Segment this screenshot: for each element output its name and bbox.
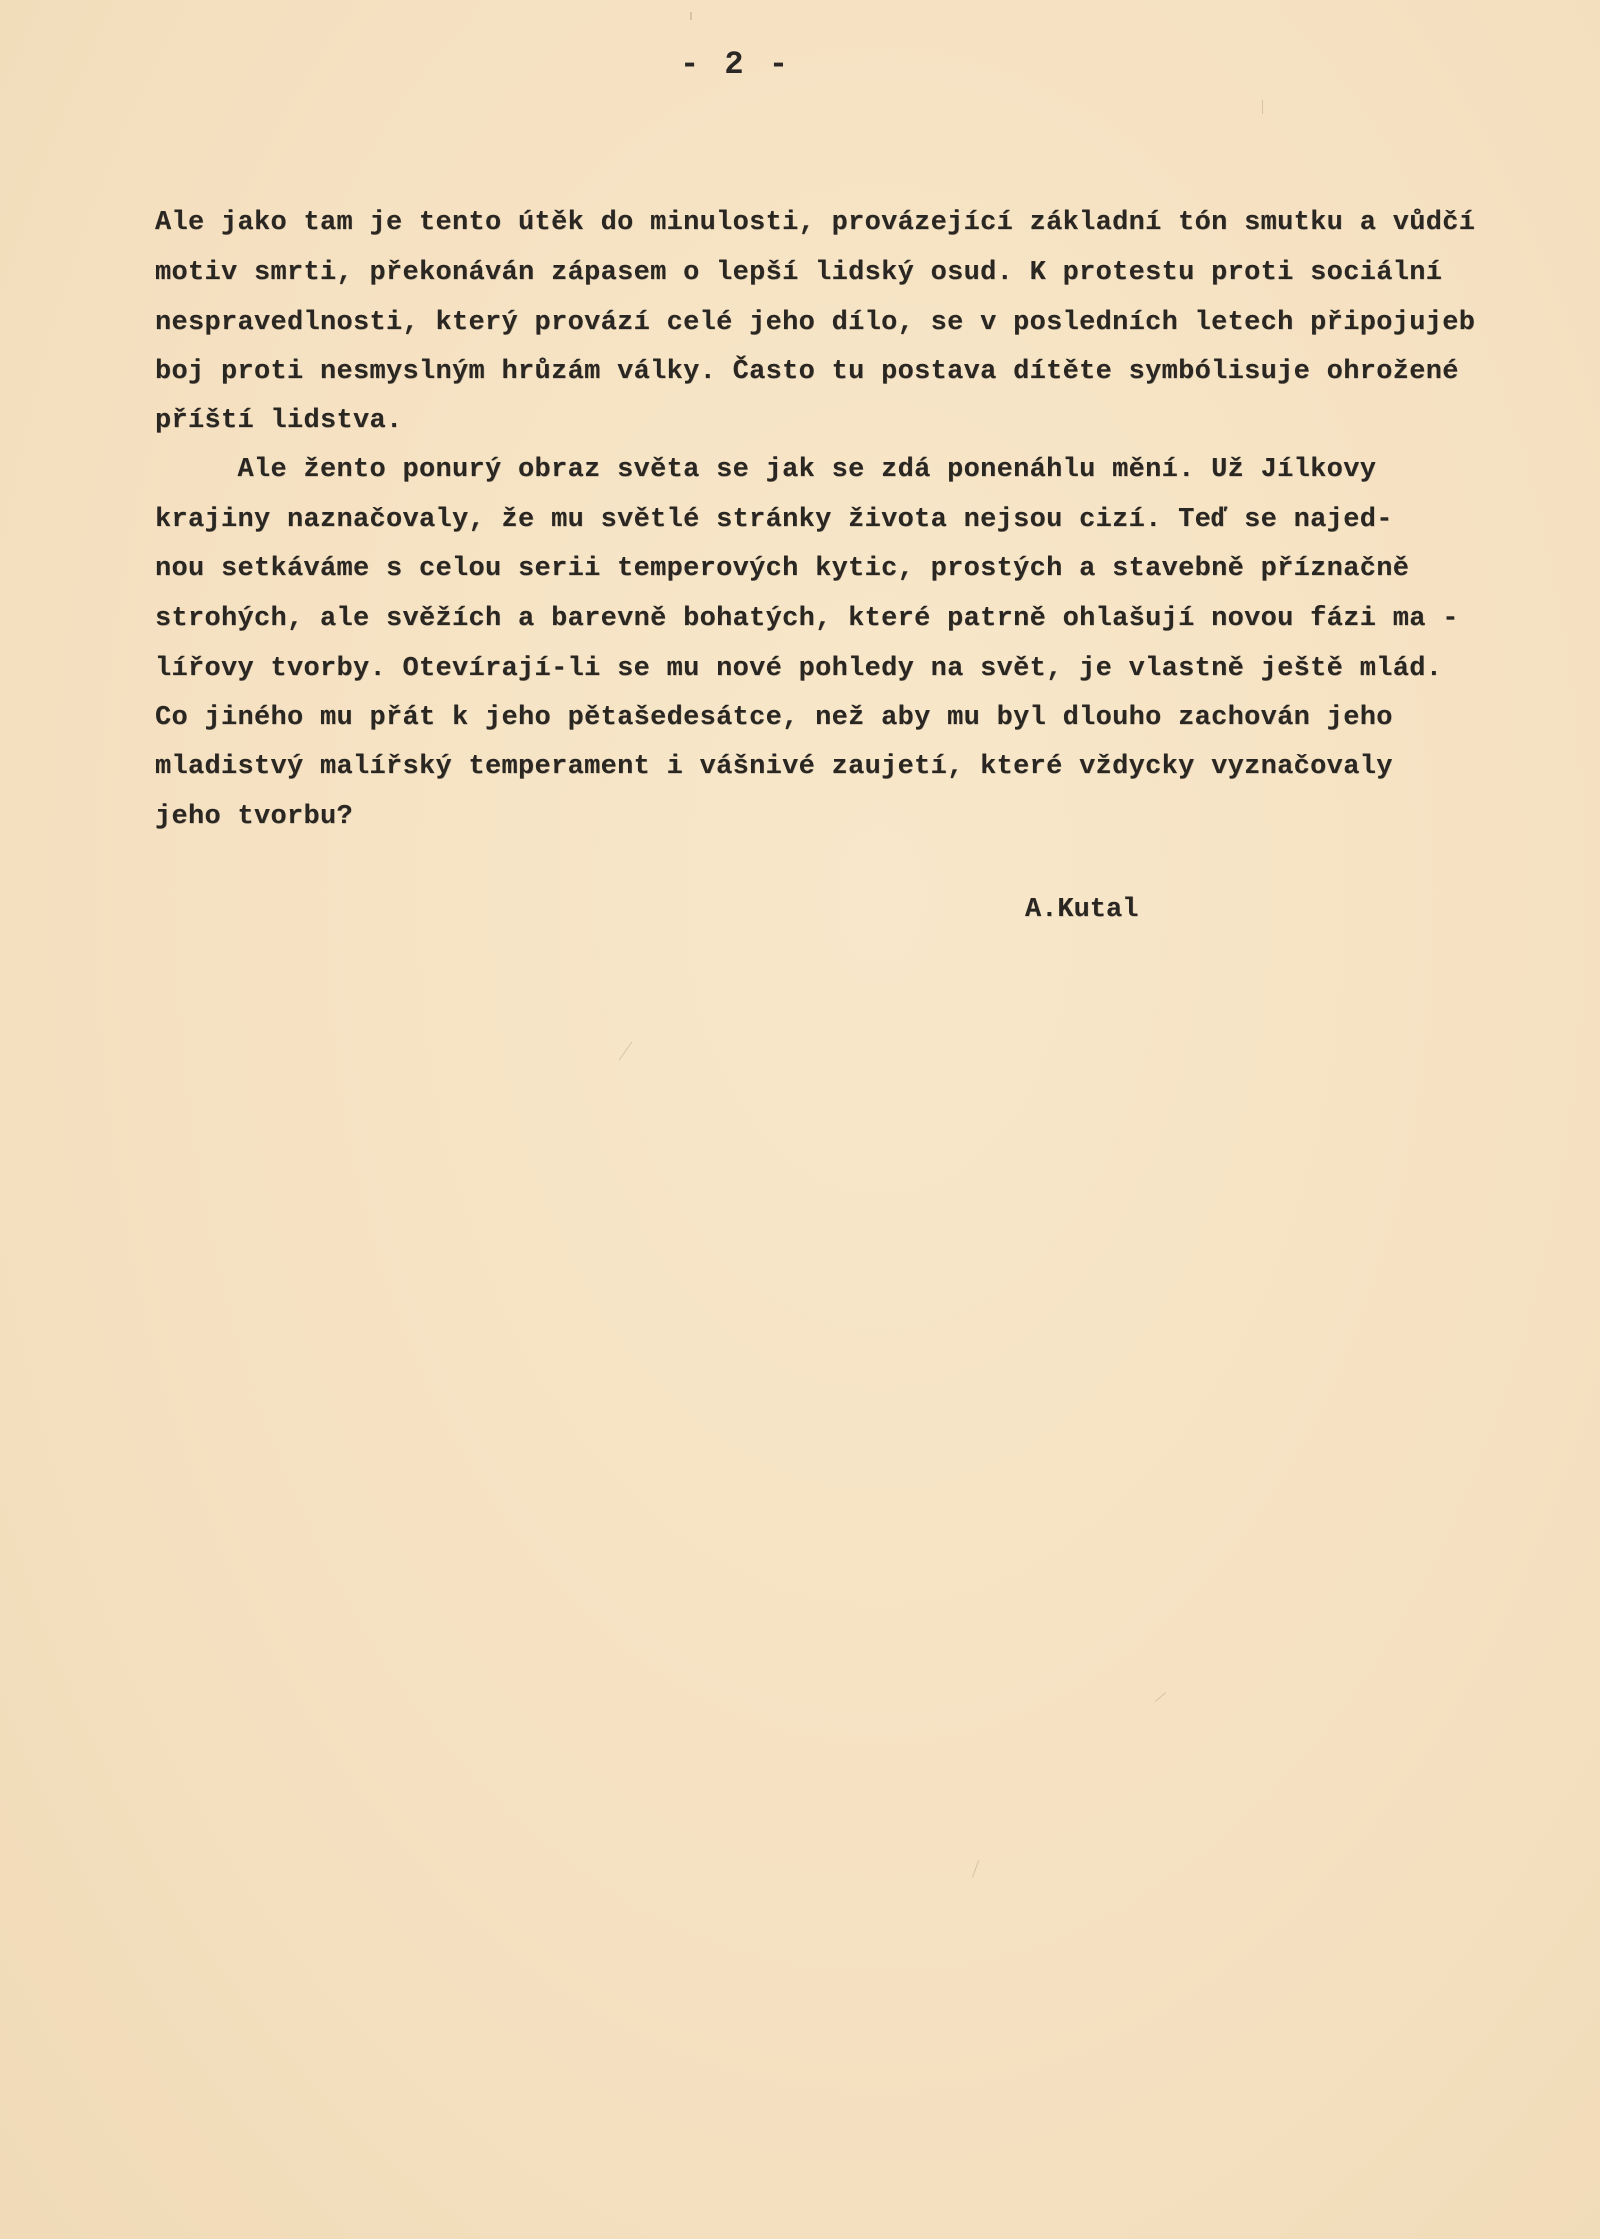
text-line: příští lidstva.: [155, 406, 403, 436]
text-line: krajiny naznačovaly, že mu světlé stránky života nejsou cizí. Teď se najed-: [155, 505, 1393, 535]
paper-mark: [690, 12, 692, 20]
page-number: - 2 -: [680, 46, 792, 83]
text-line: nou setkáváme s celou serii temperových kytic, prostých a stavebně příznačně: [155, 554, 1410, 584]
text-line: jeho tvorbu?: [155, 802, 354, 832]
signature: A.Kutal: [1025, 895, 1139, 925]
text-line: nespravedlnosti, který provází celé jeho dílo, se v posledních letech připojujeb: [155, 308, 1476, 338]
text-line: mladistvý malířský temperament i vášnivé zaujetí, které vždycky vyznačovaly: [155, 752, 1393, 782]
text-line: motiv smrti, překonáván zápasem o lepší lidský osud. K protestu proti sociální: [155, 258, 1443, 288]
text-line: strohých, ale svěžích a barevně bohatých, které patrně ohlašují novou fázi ma -: [155, 604, 1459, 634]
text-line: lířovy tvorby. Otevírají-li se mu nové pohledy na svět, je vlastně ještě mlád.: [155, 654, 1443, 684]
text-line: Ale jako tam je tento útěk do minulosti, provázející základní tón smutku a vůdčí: [155, 208, 1476, 238]
paper-mark: [972, 1860, 979, 1877]
text-line: boj proti nesmyslným hrůzám války. Často tu postava dítěte symbólisuje ohrožené: [155, 357, 1459, 387]
paper-mark: [1155, 1692, 1166, 1702]
paper-mark: [1262, 100, 1263, 114]
paper-mark: [619, 1042, 632, 1061]
text-line: Ale žento ponurý obraz světa se jak se zdá ponenáhlu mění. Už Jílkovy: [155, 455, 1377, 485]
text-line: Co jiného mu přát k jeho pětašedesátce, než aby mu byl dlouho zachován jeho: [155, 703, 1393, 733]
